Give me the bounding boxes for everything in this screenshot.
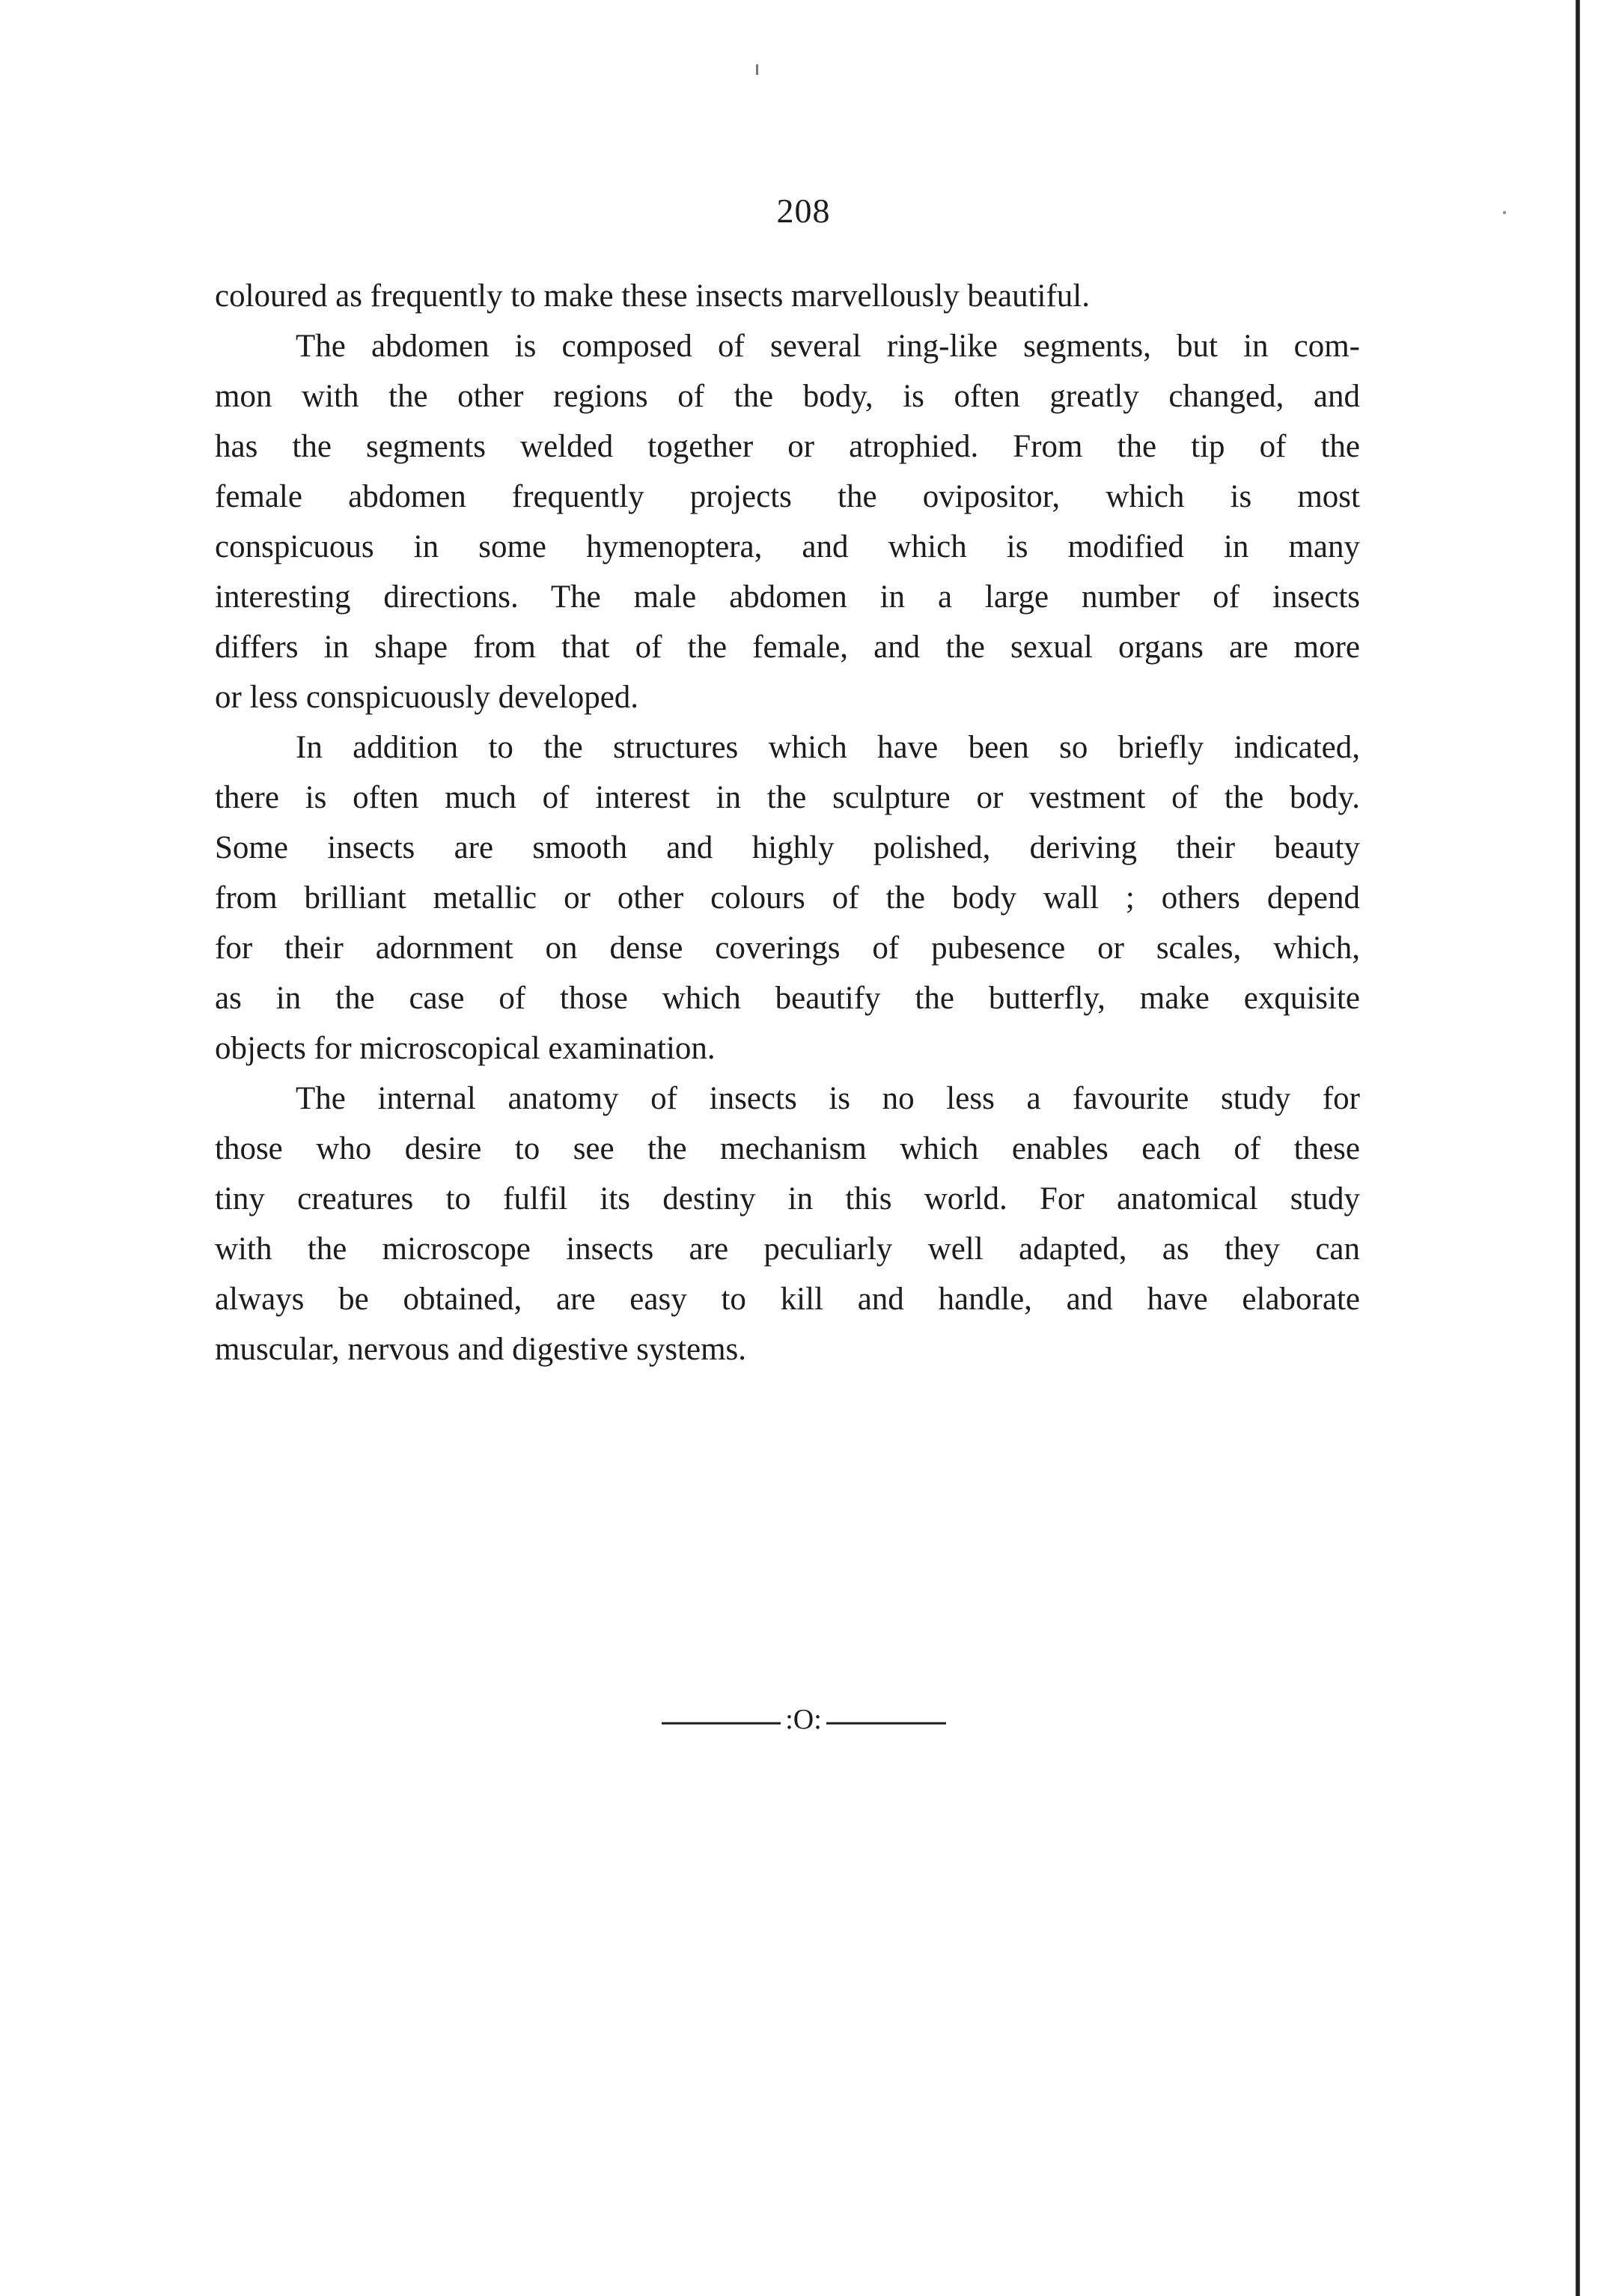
paragraph [215, 1074, 1360, 1374]
text-line: always be obtained, are easy to kill and handle, and have elaborate [215, 1282, 1360, 1317]
text-line: differs in shape from that of the female, and the sexual organs are more [215, 630, 1360, 665]
paragraph [215, 321, 1360, 722]
paragraph [215, 722, 1360, 1074]
text-line: tiny creatures to fulfil its destiny in this world. For anatomical study [215, 1181, 1360, 1216]
page-number: 208 [776, 192, 831, 230]
print-speck [756, 64, 758, 75]
text-line: coloured as frequently to make these insects marvellously beautiful. [215, 278, 1090, 314]
text-line: those who desire to see the mechanism which enables each of these [215, 1131, 1360, 1166]
text-line: female abdomen frequently projects the ovipositor, which is most [215, 479, 1360, 514]
text-line: with the microscope insects are peculiarly well adapted, as they can [215, 1231, 1360, 1267]
ornament-label [0, 1701, 1607, 1738]
text-line: there is often much of interest in the sculpture or vestment of the body. [215, 780, 1360, 815]
text-line: The abdomen is composed of several ring-like segments, but in com- [296, 329, 1360, 364]
page-edge-border [1576, 0, 1580, 2296]
ornament-mark: :O: [781, 1704, 826, 1735]
text-line: The internal anatomy of insects is no less a favourite study for [296, 1081, 1360, 1116]
text-line: for their adornment on dense coverings of pubesence or scales, which, [215, 931, 1360, 966]
text-line: from brilliant metallic or other colours of the body wall ; others depend [215, 880, 1360, 916]
text-line: conspicuous in some hymenoptera, and which is modified in many [215, 529, 1360, 564]
text-line: objects for microscopical examination. [215, 1031, 716, 1066]
text-line: mon with the other regions of the body, is often greatly changed, and [215, 379, 1360, 414]
paragraph [215, 271, 1360, 321]
text-line: In addition to the structures which have been so briefly indicated, [296, 730, 1360, 765]
text-line: or less conspicuously developed. [215, 680, 639, 715]
text-line: interesting directions. The male abdomen in a large number of insects [215, 579, 1360, 615]
text-line: as in the case of those which beautify the butterfly, make exquisite [215, 981, 1360, 1016]
text-line: has the segments welded together or atrophied. From the tip of the [215, 429, 1360, 464]
body-text [215, 271, 1360, 1374]
text-line: Some insects are smooth and highly polished, deriving their beauty [215, 830, 1360, 865]
text-line: muscular, nervous and digestive systems. [215, 1332, 747, 1367]
